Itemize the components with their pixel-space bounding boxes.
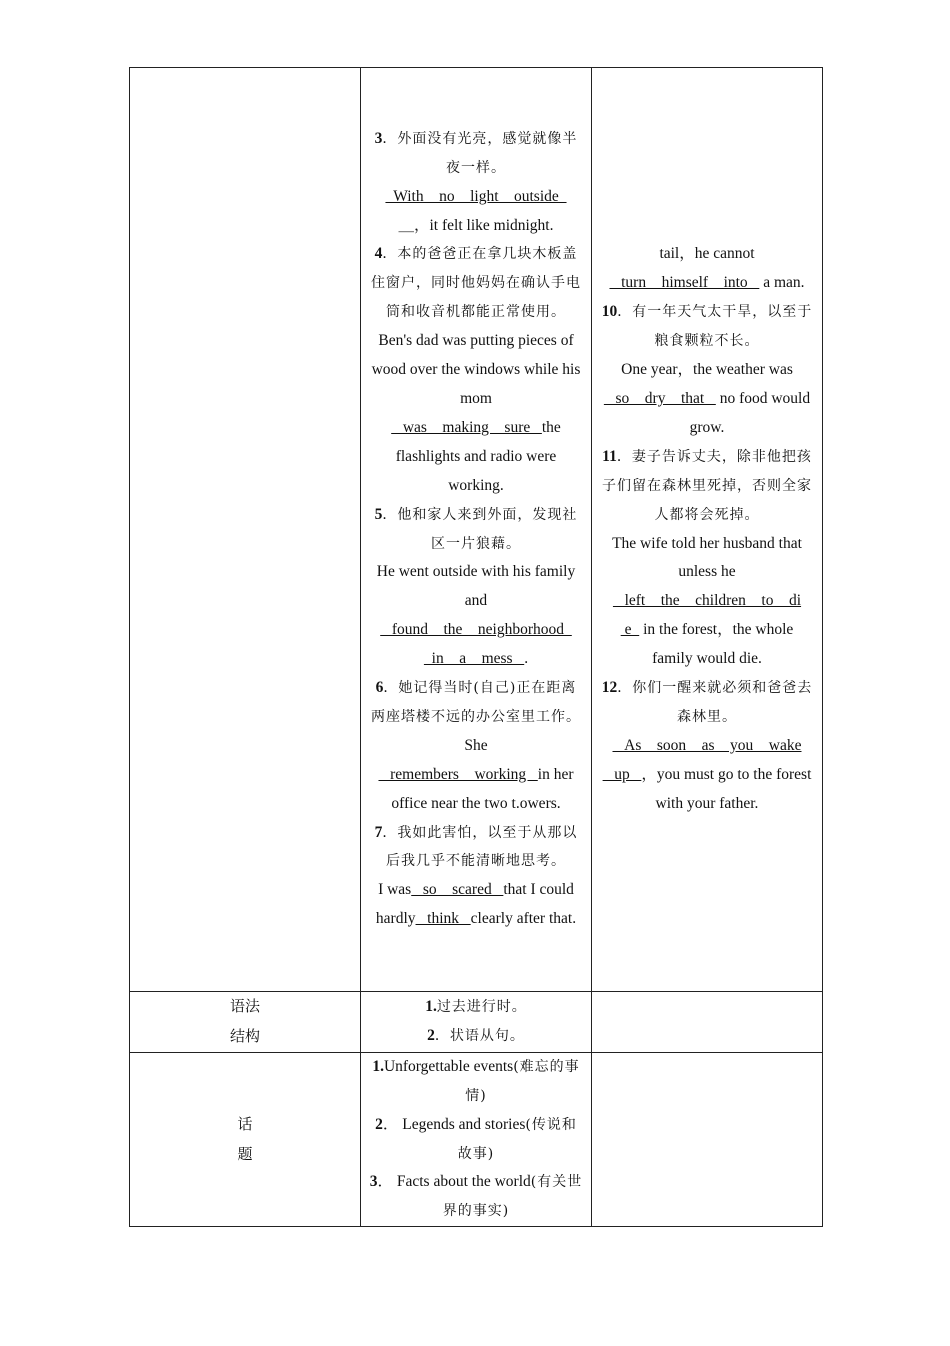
- english-text: Ben's dad was putting pieces of wood over the windows while his mom: [371, 332, 581, 407]
- label-text: 题: [237, 1144, 253, 1163]
- english-text: She: [464, 736, 488, 754]
- item-4: [369, 240, 583, 500]
- topic-item: [369, 1168, 583, 1226]
- grammar-item: 过去进行时。: [436, 999, 527, 1015]
- english-text: He went outside with his family and: [376, 563, 576, 610]
- answer-blank: was making sure: [391, 418, 542, 436]
- label-text: 结构: [229, 1026, 260, 1045]
- english-text: ＿，it felt like midnight.: [398, 216, 554, 234]
- item-number: 6: [375, 679, 384, 697]
- chinese-prompt: ．有一年天气太干旱，以至于粮食颗粒不长。: [617, 304, 813, 350]
- chinese-prompt: ．本的爸爸正在拿几块木板盖住窗户，同时他妈妈在确认手电筒和收音机都能正常使用。: [371, 246, 581, 321]
- english-text: I was: [378, 881, 412, 899]
- topic-item: [369, 1053, 583, 1111]
- item-9-end: [600, 240, 814, 298]
- english-text: clearly after that.: [470, 910, 577, 928]
- chinese-prompt: ．他和家人来到外面，发现社区一片狼藉。: [382, 506, 578, 552]
- english-text: that I could hardly: [375, 881, 574, 928]
- item-number: 2: [427, 1026, 435, 1044]
- chinese-prompt: ．你们一醒来就必须和爸爸去森林里。: [617, 680, 813, 725]
- label-text: 语法: [229, 997, 260, 1015]
- item-number: 11: [602, 447, 617, 465]
- item-3: [369, 125, 583, 241]
- topic-english: ． Facts about the world: [377, 1173, 531, 1191]
- item-number: 10: [601, 303, 618, 321]
- item-11: [600, 443, 814, 674]
- answer-blank: turn himself into: [609, 274, 760, 292]
- chinese-prompt: ．她记得当时(自己)正在距离两座塔楼不远的办公室里工作。: [371, 680, 581, 725]
- row-label: [130, 992, 361, 1053]
- label-text: 话: [237, 1114, 253, 1133]
- topic-chinese: (传说和故事): [457, 1116, 577, 1162]
- answer-blank: e: [620, 621, 640, 639]
- empty-cell: [592, 992, 823, 1053]
- sentence-cell: [592, 68, 823, 992]
- item-number: 1.: [425, 998, 437, 1015]
- answer-blank: so scared: [411, 881, 504, 899]
- english-text: the flashlights and radio were working.: [395, 418, 561, 494]
- row-label: [130, 1052, 361, 1226]
- topic-english: Unforgettable events: [383, 1057, 514, 1075]
- english-text: .: [524, 650, 529, 668]
- grammar-item: ．状语从句。: [434, 1027, 525, 1044]
- topic-cell: [361, 1052, 592, 1226]
- english-text: a man.: [763, 274, 805, 292]
- empty-cell: [592, 1052, 823, 1226]
- chinese-prompt: ．外面没有光亮，感觉就像半夜一样。: [382, 130, 578, 176]
- empty-label-cell: [130, 68, 361, 992]
- chinese-prompt: ．妻子告诉丈夫，除非他把孩子们留在森林里死掉，否则全家人都将会死掉。: [602, 448, 812, 523]
- english-text: no food would grow.: [689, 389, 811, 436]
- english-text: The wife told her husband that unless he: [612, 534, 802, 581]
- item-12: [600, 674, 814, 819]
- item-number: 5: [374, 505, 383, 523]
- english-text: One year，the weather was: [621, 361, 793, 379]
- item-number: 3: [374, 129, 383, 147]
- item-6: [369, 674, 583, 819]
- english-text: in the forest，the whole family would die.: [643, 621, 794, 668]
- english-text: in her office near the two t.owers.: [391, 765, 574, 812]
- table-row: [130, 68, 823, 992]
- table-row: [130, 1052, 823, 1226]
- item-number: 1.: [372, 1057, 384, 1075]
- topic-chinese: (难忘的事情): [465, 1058, 580, 1104]
- topic-chinese: (有关世界的事实): [442, 1174, 583, 1220]
- sentence-cell: [361, 68, 592, 992]
- summary-table: [129, 67, 823, 1227]
- answer-blank: in a mess: [423, 650, 525, 668]
- item-7: [369, 819, 583, 935]
- answer-blank: found the neighborhood: [380, 621, 572, 639]
- item-number: 4: [374, 245, 383, 263]
- item-number: 12: [601, 679, 618, 697]
- answer-blank: With no light outside: [385, 187, 567, 205]
- table-row: [130, 992, 823, 1053]
- answer-blank: so dry that: [603, 389, 716, 407]
- answer-blank: up: [602, 765, 642, 783]
- item-10: [600, 298, 814, 443]
- topic-english: ． Legends and stories: [382, 1115, 526, 1133]
- english-text: tail，he cannot: [659, 245, 755, 263]
- answer-blank: remembers working: [378, 765, 538, 783]
- english-text: ，you must go to the forest with your father.: [641, 765, 812, 812]
- item-number: 7: [374, 823, 383, 841]
- item-5: [369, 501, 583, 674]
- answer-blank: think: [415, 910, 471, 928]
- answer-blank: left the children to di: [612, 592, 802, 610]
- item-number: 3: [369, 1173, 378, 1191]
- chinese-prompt: ．我如此害怕，以至于从那以后我几乎不能清晰地思考。: [382, 824, 578, 870]
- answer-blank: As soon as you wake: [612, 736, 802, 754]
- topic-item: [369, 1111, 583, 1169]
- grammar-cell: [361, 992, 592, 1053]
- item-number: 2: [375, 1115, 383, 1133]
